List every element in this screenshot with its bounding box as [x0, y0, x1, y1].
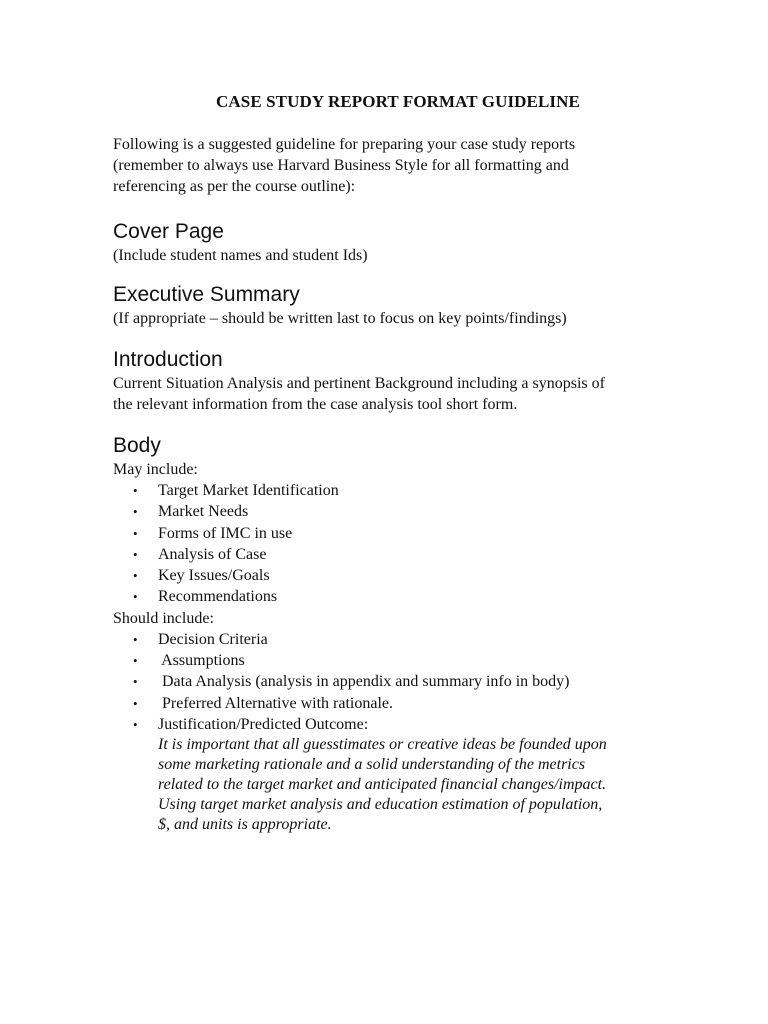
bullet-icon: •	[133, 546, 138, 562]
bullet-icon: •	[133, 568, 138, 584]
bullet-icon: •	[133, 653, 138, 669]
bullet-icon: •	[133, 483, 138, 498]
list-item-text: Assumptions	[158, 652, 245, 670]
intro-line: referencing as per the course outline):	[113, 178, 356, 195]
bullet-icon: •	[133, 674, 138, 690]
list-item	[113, 693, 673, 714]
should-include-label: Should include:	[113, 609, 214, 627]
introduction-section	[113, 347, 673, 415]
document-title: CASE STUDY REPORT FORMAT GUIDELINE	[216, 92, 580, 111]
intro-paragraph	[113, 134, 673, 197]
bullet-icon: •	[133, 504, 138, 520]
list-item	[113, 629, 673, 650]
bullet-icon: •	[133, 525, 138, 541]
body-section	[113, 433, 673, 835]
bullet-icon: •	[133, 716, 138, 732]
body-heading: Body	[113, 434, 161, 457]
bullet-icon: •	[133, 631, 138, 647]
introduction-line: Current Situation Analysis and pertinent Background including a synopsis of	[113, 375, 605, 392]
list-item	[113, 714, 673, 735]
introduction-text	[113, 373, 673, 415]
list-item-text: Key Issues/Goals	[158, 567, 270, 585]
list-item-text: Data Analysis (analysis in appendix and summary info in body)	[158, 673, 570, 691]
list-item	[113, 671, 673, 692]
note-line: $, and units is appropriate.	[158, 816, 332, 834]
list-item-text: Target Market Identification	[158, 482, 339, 499]
note-line: related to the target market and anticipated financial changes/impact.	[158, 776, 607, 794]
should-include-list	[113, 629, 673, 735]
list-item-text: Preferred Alternative with rationale.	[158, 694, 394, 712]
executive-summary-section	[113, 282, 673, 329]
justification-note	[158, 735, 673, 835]
list-item-text: Market Needs	[158, 503, 249, 521]
bullet-icon: •	[133, 589, 138, 605]
note-line: some marketing rationale and a solid understanding of the metrics	[158, 756, 586, 774]
list-item	[113, 523, 673, 544]
note-line: Using target market analysis and education estimation of population,	[158, 796, 603, 814]
intro-line: Following is a suggested guideline for preparing your case study reports	[113, 136, 576, 153]
list-item	[113, 565, 673, 586]
cover-page-section	[113, 219, 673, 266]
list-item-text: Decision Criteria	[158, 630, 268, 648]
executive-summary-heading: Executive Summary	[113, 283, 300, 306]
cover-page-heading: Cover Page	[113, 220, 224, 243]
cover-page-text: (Include student names and student Ids)	[113, 247, 368, 264]
intro-line: (remember to always use Harvard Business Style for all formatting and	[113, 157, 569, 174]
may-include-list	[113, 480, 673, 608]
introduction-heading: Introduction	[113, 348, 223, 371]
list-item-text: Recommendations	[158, 588, 278, 606]
list-item-text: Forms of IMC in use	[158, 524, 293, 542]
list-item	[113, 501, 673, 522]
executive-summary-text: (If appropriate – should be written last to focus on key points/findings)	[113, 310, 567, 327]
list-item-text: Analysis of Case	[158, 545, 267, 563]
list-item-text: Justification/Predicted Outcome:	[158, 715, 369, 733]
may-include-label: May include:	[113, 461, 198, 478]
list-item	[113, 650, 673, 671]
list-item	[113, 586, 673, 607]
list-item	[113, 544, 673, 565]
note-line: It is important that all guesstimates or creative ideas be founded upon	[158, 736, 607, 754]
document-page	[113, 92, 673, 851]
list-item	[113, 480, 673, 501]
introduction-line: the relevant information from the case analysis tool short form.	[113, 396, 518, 413]
bullet-icon: •	[133, 695, 138, 711]
